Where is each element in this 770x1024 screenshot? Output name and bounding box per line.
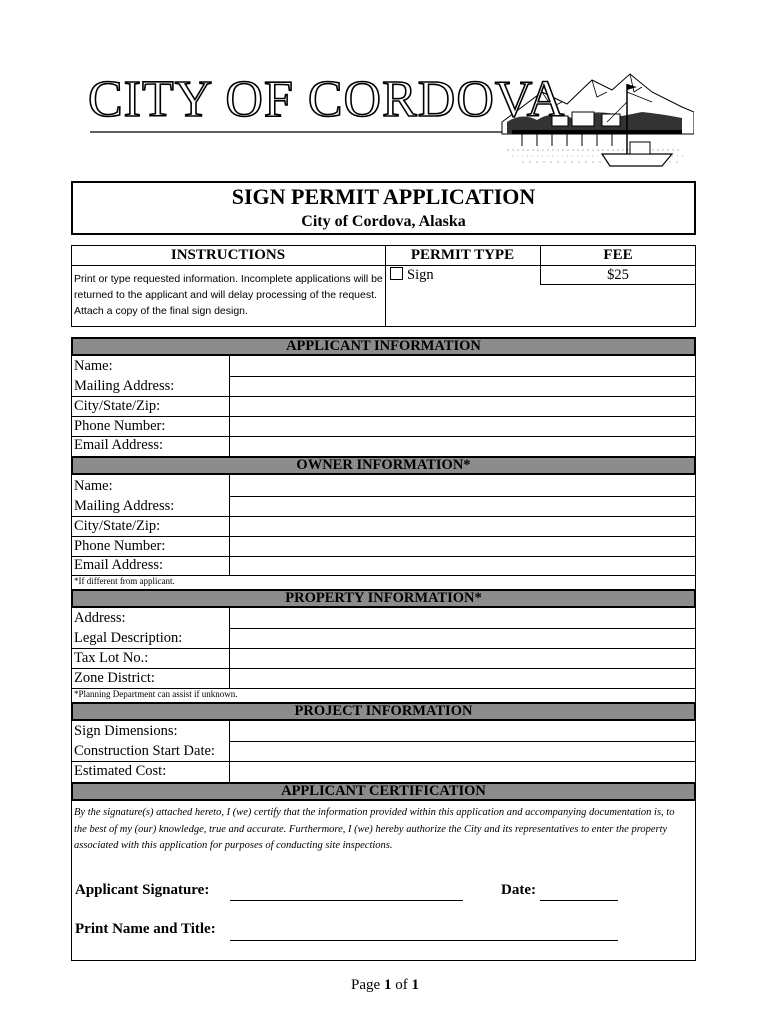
property-zone-district-label: Zone District: [74, 670, 155, 686]
permit-type-option-label: Sign [407, 267, 434, 283]
date-label: Date: [501, 882, 536, 898]
owner-mailing-field[interactable] [231, 497, 694, 515]
certification-section-header: APPLICANT CERTIFICATION [71, 782, 696, 801]
project-sign-dimensions-label: Sign Dimensions: [74, 723, 178, 739]
project-section-header: PROJECT INFORMATION [71, 702, 696, 721]
project-estimated-cost-label: Estimated Cost: [74, 763, 167, 779]
fee-header: FEE [603, 247, 633, 263]
owner-note: *If different from applicant. [74, 576, 175, 586]
applicant-email-field[interactable] [231, 437, 694, 455]
applicant-name-field[interactable] [231, 357, 694, 375]
project-sign-dimensions-field[interactable] [231, 722, 694, 740]
page-prefix: Page [351, 977, 381, 993]
applicant-email-label: Email Address: [74, 437, 164, 453]
date-line[interactable] [540, 900, 618, 901]
project-estimated-cost-field[interactable] [231, 762, 694, 780]
owner-phone-label: Phone Number: [74, 538, 166, 554]
applicant-name-label: Name: [74, 358, 113, 374]
page-current: 1 [383, 977, 392, 993]
certification-text: By the signature(s) attached hereto, I (we) certify that the information provided within this application and accompanying documentation is, to the best of my (our) knowledge, true and accurate. Furthermore, I (we) hereby authorize the City and its representatives to enter the property associated with this application for purposes of conducting site inspections. [74, 807, 675, 851]
applicant-phone-label: Phone Number: [74, 418, 166, 434]
page-of: of [395, 977, 408, 993]
permit-type-option[interactable] [390, 267, 434, 284]
owner-section-header: OWNER INFORMATION* [71, 456, 696, 475]
property-address-field[interactable] [231, 609, 694, 627]
page-number [0, 977, 770, 994]
property-legal-description-field[interactable] [231, 629, 694, 647]
project-start-date-label: Construction Start Date: [74, 743, 215, 759]
owner-email-field[interactable] [231, 557, 694, 574]
owner-citystatezip-field[interactable] [231, 517, 694, 535]
applicant-section-header: APPLICANT INFORMATION [71, 337, 696, 356]
applicant-phone-field[interactable] [231, 417, 694, 435]
signature-line[interactable] [230, 900, 463, 901]
page-title: SIGN PERMIT APPLICATION [231, 184, 536, 209]
applicant-mailing-field[interactable] [231, 377, 694, 395]
owner-citystatezip-label: City/State/Zip: [74, 518, 161, 534]
property-zone-district-field[interactable] [231, 669, 694, 687]
property-address-label: Address: [74, 610, 126, 626]
property-note: *Planning Department can assist if unknown. [74, 689, 238, 699]
logo-title: CITY OF CORDOVA [88, 71, 566, 128]
owner-email-label: Email Address: [74, 557, 164, 573]
property-tax-lot-label: Tax Lot No.: [74, 650, 149, 666]
project-start-date-field[interactable] [231, 742, 694, 760]
permit-type-header: PERMIT TYPE [410, 247, 515, 263]
applicant-citystatezip-field[interactable] [231, 397, 694, 415]
page-subtitle: City of Cordova, Alaska [301, 213, 466, 230]
owner-name-label: Name: [74, 478, 113, 494]
print-name-label: Print Name and Title: [75, 921, 216, 937]
signature-label: Applicant Signature: [75, 882, 210, 898]
instructions-header: INSTRUCTIONS [170, 247, 286, 263]
property-section-header: PROPERTY INFORMATION* [71, 589, 696, 608]
property-tax-lot-field[interactable] [231, 649, 694, 667]
owner-name-field[interactable] [231, 477, 694, 495]
property-legal-description-label: Legal Description: [74, 630, 183, 646]
applicant-citystatezip-label: City/State/Zip: [74, 398, 161, 414]
sign-checkbox[interactable] [390, 267, 403, 280]
owner-mailing-label: Mailing Address: [74, 498, 175, 514]
applicant-mailing-label: Mailing Address: [74, 378, 175, 394]
page-total: 1 [411, 977, 419, 993]
print-name-line[interactable] [230, 940, 618, 941]
fee-value: $25 [607, 267, 629, 283]
owner-phone-field[interactable] [231, 537, 694, 555]
instructions-text: Print or type requested information. Incomplete applications will be returned to the applicant and will delay processing of the request. Attach a copy of the final sign design. [74, 273, 383, 317]
